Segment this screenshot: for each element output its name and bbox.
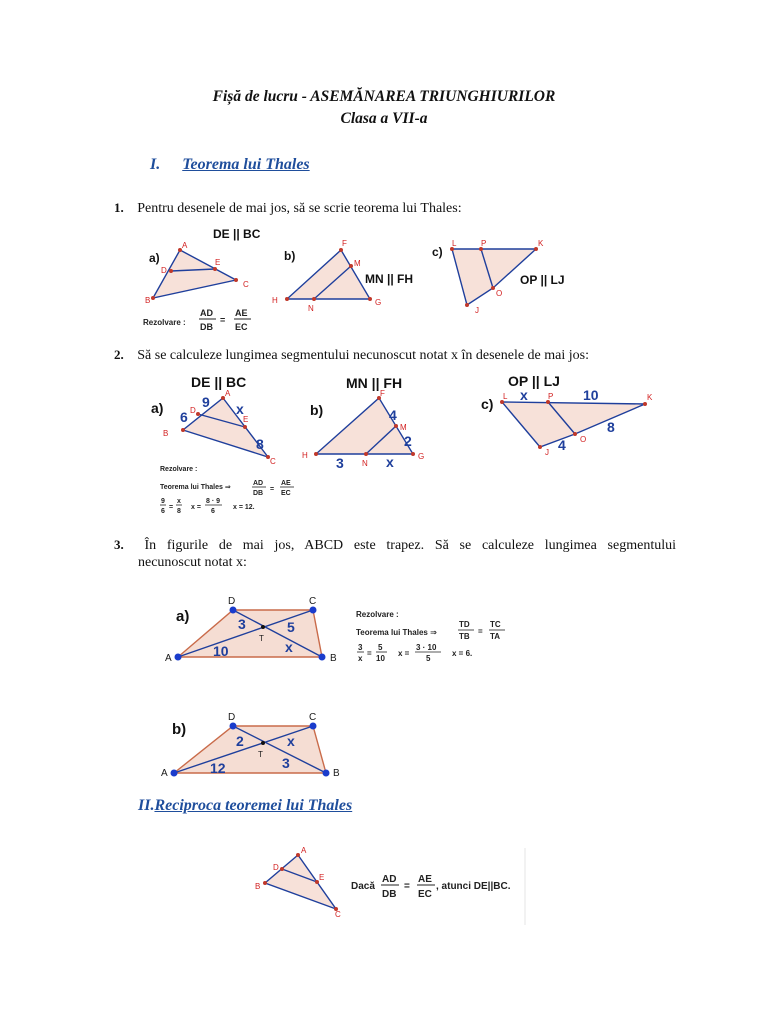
ex3-sol-f1d: TB bbox=[459, 632, 470, 641]
section-2-title: Reciproca teoremei lui Thales bbox=[154, 797, 353, 814]
ex2a-value-ec: 8 bbox=[256, 436, 264, 452]
recip-num1: AD bbox=[382, 874, 397, 885]
ex1c-point-o bbox=[491, 286, 495, 290]
ex3a-value-tc: 5 bbox=[287, 619, 295, 635]
ex2-sol-f2d: EC bbox=[281, 490, 291, 497]
recip-label-d: D bbox=[273, 863, 279, 872]
reciprocal-statement bbox=[351, 874, 511, 900]
ex1b-condition: MN || FH bbox=[365, 272, 414, 286]
exercise-2-number: 2. bbox=[114, 347, 124, 362]
ex3a-point-d bbox=[230, 607, 237, 614]
ex2-sol-b-num: x bbox=[177, 498, 181, 505]
exercise-2 bbox=[114, 347, 589, 364]
ex3a-value-td: 3 bbox=[238, 616, 246, 632]
ex1a-point-d bbox=[169, 269, 173, 273]
exercise-3-text-1: În figurile de mai jos, ABCD este trapez. Să se calculeze lungimea segmentului bbox=[144, 538, 676, 553]
ex3-sol-c: x = bbox=[398, 649, 410, 658]
reciprocal-figure bbox=[255, 846, 341, 919]
ex2b-point-m bbox=[394, 424, 398, 428]
ex2b-label-g: G bbox=[418, 452, 425, 461]
ex3b-label-b: B bbox=[333, 768, 340, 779]
ex1b-point-m bbox=[349, 264, 353, 268]
ex1c-label-l: L bbox=[452, 239, 457, 248]
ex1a-fig-label: a) bbox=[149, 251, 160, 265]
ex2-sol-f1n: AD bbox=[253, 480, 264, 487]
exercise-2-text: Să se calculeze lungimea segmentului necunoscut notat x în desenele de mai jos: bbox=[137, 348, 589, 363]
ex2-solution bbox=[160, 466, 294, 515]
ex1a-point-c bbox=[234, 278, 238, 282]
recip-point-d bbox=[280, 867, 284, 871]
ex2b-point-g bbox=[411, 452, 415, 456]
ex1a-label-c: C bbox=[243, 280, 249, 289]
ex1a-point-b bbox=[151, 296, 155, 300]
ex2c-value-lp: x bbox=[520, 387, 528, 403]
ex1a-label-b: B bbox=[145, 296, 151, 305]
ex3b-point-t bbox=[261, 741, 265, 745]
ex3a-point-b bbox=[319, 654, 326, 661]
ex1-figure-b bbox=[272, 239, 413, 313]
recip-pre: Dacă bbox=[351, 881, 375, 892]
recip-label-a: A bbox=[301, 846, 307, 855]
recip-den2: EC bbox=[418, 889, 432, 900]
ex1c-label-p: P bbox=[481, 239, 487, 248]
ex2a-label-e: E bbox=[243, 415, 249, 424]
recip-label-c: C bbox=[335, 910, 341, 919]
section-2-number: II. bbox=[138, 797, 155, 814]
ex3-figure-b bbox=[161, 712, 340, 779]
ex2b-triangle bbox=[316, 398, 413, 454]
ex3b-fig-label: b) bbox=[172, 721, 187, 738]
ex3a-label-t: T bbox=[259, 634, 264, 643]
ex3-sol-c-num: 3 · 10 bbox=[416, 643, 437, 652]
ex3-sol-a-num: 3 bbox=[358, 643, 363, 652]
ex3-sol-f1n: TD bbox=[459, 620, 470, 629]
ex1c-label-o: O bbox=[496, 289, 503, 298]
ex3-sol-a-den: x bbox=[358, 654, 363, 663]
ex2c-value-oj: 4 bbox=[558, 437, 566, 453]
ex1b-label-m: M bbox=[354, 259, 361, 268]
ex1-figure-a bbox=[145, 227, 261, 305]
ex3a-point-a bbox=[175, 654, 182, 661]
ex1b-point-f bbox=[339, 248, 343, 252]
section-1-title: Teorema lui Thales bbox=[182, 156, 310, 173]
recip-label-e: E bbox=[319, 873, 325, 882]
ex2a-value-ad: 9 bbox=[202, 394, 210, 410]
ex3-sol-d: x = 6. bbox=[452, 649, 473, 658]
ex1-solution bbox=[143, 308, 251, 332]
ex3a-label-b: B bbox=[330, 653, 337, 664]
ex1-sol-eq: = bbox=[220, 315, 226, 325]
section-2-heading bbox=[138, 797, 352, 815]
ex2-sol-d: x = 12. bbox=[233, 504, 255, 511]
ex3a-point-c bbox=[310, 607, 317, 614]
ex2a-label-a: A bbox=[225, 389, 231, 398]
ex2b-label-h: H bbox=[302, 451, 308, 460]
ex2a-fig-label: a) bbox=[151, 400, 164, 416]
ex2c-label-k: K bbox=[647, 393, 653, 402]
ex1c-label-k: K bbox=[538, 239, 544, 248]
ex2c-label-j: J bbox=[545, 448, 549, 457]
ex2c-label-p: P bbox=[548, 392, 554, 401]
ex2b-value-hn: 3 bbox=[336, 455, 344, 471]
ex3a-label-c: C bbox=[309, 596, 317, 607]
ex2c-point-o bbox=[573, 432, 577, 436]
ex1b-point-h bbox=[285, 297, 289, 301]
recip-eq: = bbox=[404, 881, 410, 892]
ex2b-label-f: F bbox=[380, 389, 385, 398]
ex2a-condition: DE || BC bbox=[191, 374, 247, 390]
ex3-sol-f2d: TA bbox=[490, 632, 501, 641]
ex1a-point-e bbox=[213, 267, 217, 271]
ex1-sol-den1: DB bbox=[200, 322, 213, 332]
ex2a-value-ae: x bbox=[236, 401, 244, 417]
exercise-1-number: 1. bbox=[114, 200, 124, 215]
ex1b-label-f: F bbox=[342, 239, 347, 248]
ex1a-label-d: D bbox=[161, 266, 167, 275]
ex3-sol-b-num: 5 bbox=[378, 643, 383, 652]
ex3b-value-ta: 12 bbox=[210, 760, 226, 776]
worksheet-subtitle: Clasa a VII-a bbox=[340, 110, 428, 127]
ex2c-condition: OP || LJ bbox=[508, 373, 560, 389]
ex3b-label-a: A bbox=[161, 768, 168, 779]
ex1b-fig-label: b) bbox=[284, 249, 296, 263]
ex2-sol-f2n: AE bbox=[281, 480, 291, 487]
ex2b-point-n bbox=[364, 452, 368, 456]
ex3b-label-d: D bbox=[228, 712, 236, 723]
ex2-sol-b-den: 8 bbox=[177, 508, 181, 515]
ex2a-value-db: 6 bbox=[180, 409, 188, 425]
ex1b-label-h: H bbox=[272, 296, 278, 305]
ex2-figure-b bbox=[302, 375, 424, 471]
ex2c-value-pk: 10 bbox=[583, 387, 599, 403]
ex1b-label-g: G bbox=[375, 298, 382, 307]
ex2-sol-f1d: DB bbox=[253, 490, 264, 497]
ex2c-value-ko: 8 bbox=[607, 419, 615, 435]
ex3a-fig-label: a) bbox=[176, 608, 190, 625]
worksheet-title: Fișă de lucru - ASEMĂNAREA TRIUNGHIURILOR bbox=[212, 88, 556, 105]
ex3-solution bbox=[356, 610, 505, 663]
exercise-3-line-1 bbox=[114, 537, 676, 554]
ex2-figure-a bbox=[151, 374, 276, 466]
ex2-sol-a-den: 6 bbox=[161, 508, 165, 515]
ex3a-label-a: A bbox=[165, 653, 172, 664]
ex2-sol-c-den: 6 bbox=[211, 508, 215, 515]
ex2b-condition: MN || FH bbox=[346, 375, 403, 391]
recip-post: , atunci DE||BC. bbox=[436, 881, 511, 892]
recip-label-b: B bbox=[255, 882, 261, 891]
ex2b-point-h bbox=[314, 452, 318, 456]
ex3b-point-a bbox=[171, 770, 178, 777]
ex2-sol-c: x = bbox=[191, 504, 201, 511]
ex2c-fig-label: c) bbox=[481, 396, 494, 412]
ex1a-condition: DE || BC bbox=[213, 227, 261, 241]
ex2a-label-b: B bbox=[163, 429, 169, 438]
ex3-sol-eq2: = bbox=[367, 649, 372, 658]
ex2b-label-m: M bbox=[400, 423, 407, 432]
ex3b-point-d bbox=[230, 723, 237, 730]
ex2a-label-c: C bbox=[270, 457, 276, 466]
ex3b-value-td: 2 bbox=[236, 733, 244, 749]
ex2-sol-line1: Teorema lui Thales ⇒ bbox=[160, 484, 231, 491]
ex2b-value-mg: 2 bbox=[404, 433, 412, 449]
ex3b-point-c bbox=[310, 723, 317, 730]
ex2-figure-c bbox=[481, 373, 653, 457]
recip-point-a bbox=[296, 853, 300, 857]
ex3a-value-tb: x bbox=[285, 639, 293, 655]
recip-point-b bbox=[263, 881, 267, 885]
ex2c-point-j bbox=[538, 445, 542, 449]
ex1b-label-n: N bbox=[308, 304, 314, 313]
ex1c-point-j bbox=[465, 303, 469, 307]
ex1-sol-den2: EC bbox=[235, 322, 248, 332]
ex2b-value-ng: x bbox=[386, 454, 394, 470]
ex3b-point-b bbox=[323, 770, 330, 777]
ex3-sol-b-den: 10 bbox=[376, 654, 385, 663]
ex1b-point-n bbox=[312, 297, 316, 301]
ex2c-label-o: O bbox=[580, 435, 587, 444]
ex3-sol-label: Rezolvare : bbox=[356, 610, 399, 619]
ex1-figure-c bbox=[432, 239, 565, 315]
exercise-1-text: Pentru desenele de mai jos, să se scrie teorema lui Thales: bbox=[137, 201, 462, 216]
ex3-figure-a bbox=[165, 596, 337, 664]
ex1-sol-num1: AD bbox=[200, 308, 213, 318]
ex3b-label-c: C bbox=[309, 712, 317, 723]
ex2-sol-a-num: 9 bbox=[161, 498, 165, 505]
ex2b-fig-label: b) bbox=[310, 402, 324, 418]
ex3a-value-ta: 10 bbox=[213, 643, 229, 659]
ex1c-label-j: J bbox=[475, 306, 479, 315]
ex3-sol-f2n: TC bbox=[490, 620, 501, 629]
recip-num2: AE bbox=[418, 874, 432, 885]
ex2-sol-eq2: = bbox=[169, 504, 174, 511]
ex2-sol-label: Rezolvare : bbox=[160, 466, 198, 473]
ex1-solution-label: Rezolvare : bbox=[143, 318, 186, 327]
ex3b-value-tc: x bbox=[287, 733, 295, 749]
ex2b-value-fm: 4 bbox=[389, 407, 397, 423]
ex2a-point-d bbox=[196, 412, 200, 416]
ex3a-label-d: D bbox=[228, 596, 236, 607]
ex1a-label-a: A bbox=[182, 241, 188, 250]
ex2c-point-k bbox=[643, 402, 647, 406]
ex3-sol-eq: = bbox=[478, 627, 483, 636]
section-1-number: I. bbox=[150, 156, 161, 173]
ex2a-point-e bbox=[243, 425, 247, 429]
ex2c-label-l: L bbox=[503, 392, 508, 401]
exercise-3-number: 3. bbox=[114, 537, 124, 552]
ex1b-triangle bbox=[287, 250, 370, 299]
ex1c-condition: OP || LJ bbox=[520, 273, 565, 287]
recip-den1: DB bbox=[382, 889, 397, 900]
ex3a-point-t bbox=[261, 625, 265, 629]
ex1-sol-num2: AE bbox=[235, 308, 248, 318]
ex3-sol-c-den: 5 bbox=[426, 654, 431, 663]
ex1a-label-e: E bbox=[215, 258, 221, 267]
ex3-sol-line1: Teorema lui Thales ⇒ bbox=[356, 628, 437, 637]
exercise-3-text-2: necunoscut notat x: bbox=[138, 555, 247, 570]
ex3b-label-t: T bbox=[258, 750, 263, 759]
ex3b-value-tb: 3 bbox=[282, 755, 290, 771]
ex2b-label-n: N bbox=[362, 459, 368, 468]
ex2a-point-b bbox=[181, 428, 185, 432]
ex1b-point-g bbox=[368, 297, 372, 301]
ex2c-shape bbox=[502, 402, 645, 447]
ex2-sol-eq: = bbox=[270, 486, 275, 493]
ex2a-label-d: D bbox=[190, 406, 196, 415]
ex1c-fig-label: c) bbox=[432, 245, 443, 259]
ex2-sol-c-num: 8 · 9 bbox=[206, 498, 221, 505]
